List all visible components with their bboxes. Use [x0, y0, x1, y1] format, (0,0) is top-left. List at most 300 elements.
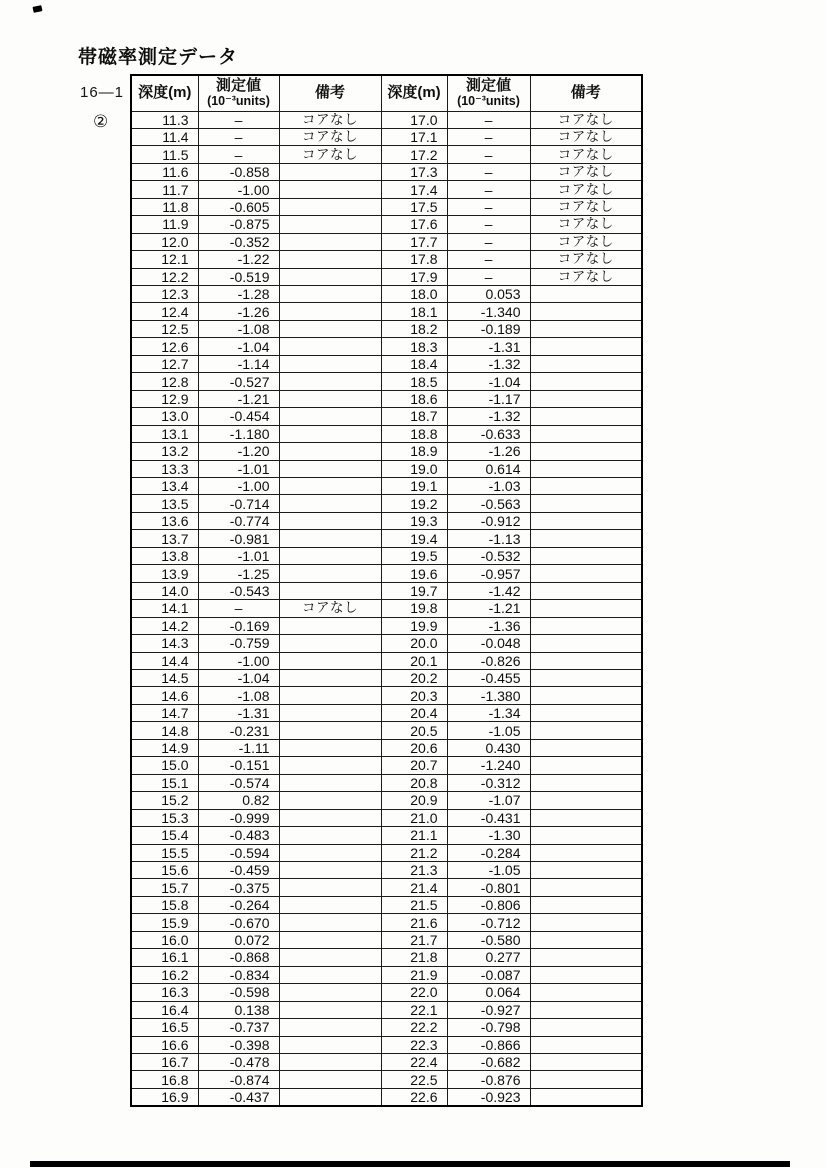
- remark-cell-left: [279, 390, 381, 407]
- table-row: [131, 931, 642, 948]
- value-cell-left: -0.999: [198, 809, 279, 826]
- value-cell-left: -0.981: [198, 530, 279, 547]
- depth-cell-right: 20.6: [381, 739, 447, 756]
- remark-cell-right: [530, 512, 642, 529]
- table-row: [131, 128, 642, 145]
- remark-cell-left: [279, 408, 381, 425]
- value-cell-right: -0.284: [447, 844, 530, 861]
- table-row: [131, 146, 642, 163]
- table-row: [131, 809, 642, 826]
- depth-cell-left: 13.3: [131, 460, 198, 477]
- value-header-units: (10⁻³units): [207, 93, 270, 108]
- depth-cell-right: 20.2: [381, 670, 447, 687]
- depth-cell-left: 15.8: [131, 896, 198, 913]
- depth-header-label: 深度(m): [387, 84, 441, 101]
- table-row: [131, 198, 642, 215]
- remark-cell-left: [279, 443, 381, 460]
- value-cell-right: -1.380: [447, 687, 530, 704]
- table-row: [131, 914, 642, 931]
- value-cell-left: -1.00: [198, 652, 279, 669]
- value-cell-left: -1.26: [198, 303, 279, 320]
- value-cell-right: -1.07: [447, 792, 530, 809]
- value-cell-right: -1.340: [447, 303, 530, 320]
- remark-cell-right: [530, 984, 642, 1001]
- table-row: [131, 635, 642, 652]
- value-cell-left: -0.375: [198, 879, 279, 896]
- value-cell-right: -0.682: [447, 1053, 530, 1070]
- remark-cell-right: コアなし: [530, 251, 642, 268]
- value-cell-left: -1.25: [198, 565, 279, 582]
- remark-cell-right: [530, 443, 642, 460]
- value-cell-right: -0.048: [447, 635, 530, 652]
- remark-cell-right: [530, 739, 642, 756]
- remark-cell-left: [279, 268, 381, 285]
- remark-cell-left: [279, 687, 381, 704]
- remark-cell-right: [530, 355, 642, 372]
- depth-cell-right: 19.8: [381, 600, 447, 617]
- table-row: [131, 408, 642, 425]
- value-header-units: (10⁻³units): [457, 93, 520, 108]
- remark-cell-left: [279, 739, 381, 756]
- depth-cell-right: 21.7: [381, 931, 447, 948]
- value-cell-left: -1.180: [198, 425, 279, 442]
- value-cell-left: -0.459: [198, 861, 279, 878]
- value-cell-right: -0.876: [447, 1071, 530, 1088]
- value-cell-left: -0.398: [198, 1036, 279, 1053]
- depth-cell-right: 18.7: [381, 408, 447, 425]
- remark-cell-left: [279, 373, 381, 390]
- depth-cell-right: 17.0: [381, 111, 447, 128]
- value-header-label: 測定値: [465, 77, 511, 95]
- remark-cell-left: [279, 163, 381, 180]
- value-cell-left: -0.714: [198, 495, 279, 512]
- remark-cell-left: [279, 286, 381, 303]
- table-row: [131, 355, 642, 372]
- depth-cell-left: 13.7: [131, 530, 198, 547]
- value-cell-right: -0.189: [447, 320, 530, 337]
- depth-cell-right: 18.1: [381, 303, 447, 320]
- value-cell-left: -1.08: [198, 687, 279, 704]
- depth-cell-left: 16.6: [131, 1036, 198, 1053]
- value-cell-right: -0.957: [447, 565, 530, 582]
- scan-artifact-bottom-bar: [30, 1161, 790, 1167]
- value-cell-left: -1.31: [198, 704, 279, 721]
- value-cell-right: -1.17: [447, 390, 530, 407]
- remark-cell-left: [279, 251, 381, 268]
- remark-cell-right: [530, 704, 642, 721]
- depth-cell-left: 14.5: [131, 670, 198, 687]
- value-cell-left: -0.478: [198, 1053, 279, 1070]
- value-cell-right: -0.866: [447, 1036, 530, 1053]
- value-cell-right: 0.430: [447, 739, 530, 756]
- remark-cell-right: コアなし: [530, 216, 642, 233]
- table-row: [131, 879, 642, 896]
- depth-cell-right: 17.1: [381, 128, 447, 145]
- value-cell-right: -1.240: [447, 757, 530, 774]
- depth-cell-left: 15.4: [131, 827, 198, 844]
- value-cell-left: –: [198, 128, 279, 145]
- depth-cell-left: 11.5: [131, 146, 198, 163]
- value-cell-right: -0.455: [447, 670, 530, 687]
- depth-cell-left: 13.5: [131, 495, 198, 512]
- depth-cell-right: 18.5: [381, 373, 447, 390]
- remark-cell-right: コアなし: [530, 128, 642, 145]
- depth-cell-right: 21.8: [381, 949, 447, 966]
- depth-cell-right: 17.9: [381, 268, 447, 285]
- remark-cell-right: [530, 617, 642, 634]
- remarks-header-label: 備考: [570, 84, 601, 101]
- remark-cell-right: [530, 687, 642, 704]
- remark-cell-right: [530, 670, 642, 687]
- depth-cell-right: 21.1: [381, 827, 447, 844]
- depth-cell-left: 11.9: [131, 216, 198, 233]
- depth-cell-left: 12.7: [131, 355, 198, 372]
- remark-cell-right: [530, 652, 642, 669]
- remark-cell-left: [279, 460, 381, 477]
- value-cell-left: –: [198, 600, 279, 617]
- value-cell-left: -1.01: [198, 547, 279, 564]
- value-cell-left: -0.874: [198, 1071, 279, 1088]
- depth-cell-left: 16.3: [131, 984, 198, 1001]
- depth-cell-left: 16.4: [131, 1001, 198, 1018]
- depth-cell-right: 19.4: [381, 530, 447, 547]
- remark-cell-right: [530, 303, 642, 320]
- remark-cell-left: [279, 355, 381, 372]
- value-cell-left: -0.858: [198, 163, 279, 180]
- depth-cell-right: 21.2: [381, 844, 447, 861]
- depth-cell-right: 20.8: [381, 774, 447, 791]
- depth-cell-left: 12.9: [131, 390, 198, 407]
- value-cell-right: 0.614: [447, 460, 530, 477]
- remark-cell-left: [279, 879, 381, 896]
- depth-cell-right: 20.9: [381, 792, 447, 809]
- value-cell-right: -0.806: [447, 896, 530, 913]
- value-cell-left: -0.598: [198, 984, 279, 1001]
- remark-cell-left: [279, 1001, 381, 1018]
- depth-cell-left: 14.9: [131, 739, 198, 756]
- depth-cell-left: 12.0: [131, 233, 198, 250]
- value-cell-left: -1.01: [198, 460, 279, 477]
- table-row: [131, 600, 642, 617]
- remark-cell-left: [279, 809, 381, 826]
- remark-cell-right: コアなし: [530, 163, 642, 180]
- table-row: [131, 827, 642, 844]
- depth-cell-right: 21.9: [381, 966, 447, 983]
- depth-cell-right: 20.5: [381, 722, 447, 739]
- remark-cell-left: [279, 582, 381, 599]
- remark-cell-left: [279, 949, 381, 966]
- table-row: [131, 390, 642, 407]
- depth-cell-left: 13.2: [131, 443, 198, 460]
- value-cell-left: -1.14: [198, 355, 279, 372]
- value-cell-left: -0.543: [198, 582, 279, 599]
- remark-cell-left: [279, 617, 381, 634]
- depth-cell-left: 15.2: [131, 792, 198, 809]
- remark-cell-left: [279, 844, 381, 861]
- remark-cell-right: [530, 966, 642, 983]
- table-row: [131, 425, 642, 442]
- value-cell-right: 0.053: [447, 286, 530, 303]
- table-row: [131, 652, 642, 669]
- remark-cell-left: [279, 338, 381, 355]
- depth-cell-left: 13.9: [131, 565, 198, 582]
- value-cell-left: -1.20: [198, 443, 279, 460]
- table-row: [131, 163, 642, 180]
- table-row: [131, 1088, 642, 1106]
- remark-cell-right: [530, 320, 642, 337]
- remark-cell-right: [530, 373, 642, 390]
- remark-cell-right: コアなし: [530, 181, 642, 198]
- value-cell-right: –: [447, 146, 530, 163]
- col-header-remarks-left: [279, 75, 381, 111]
- value-cell-right: -0.532: [447, 547, 530, 564]
- depth-cell-right: 19.0: [381, 460, 447, 477]
- remark-cell-left: [279, 512, 381, 529]
- value-cell-left: -0.670: [198, 914, 279, 931]
- remark-cell-right: [530, 757, 642, 774]
- remark-cell-right: [530, 792, 642, 809]
- table-row: [131, 547, 642, 564]
- value-cell-left: -0.594: [198, 844, 279, 861]
- table-row: [131, 373, 642, 390]
- remark-cell-left: [279, 931, 381, 948]
- value-cell-left: -1.28: [198, 286, 279, 303]
- value-cell-left: -0.875: [198, 216, 279, 233]
- remark-cell-right: [530, 1053, 642, 1070]
- depth-cell-left: 11.4: [131, 128, 198, 145]
- value-cell-right: -0.912: [447, 512, 530, 529]
- value-cell-left: -0.527: [198, 373, 279, 390]
- remark-cell-left: コアなし: [279, 146, 381, 163]
- depth-cell-right: 17.2: [381, 146, 447, 163]
- value-cell-left: -1.11: [198, 739, 279, 756]
- remark-cell-left: [279, 495, 381, 512]
- remark-cell-right: コアなし: [530, 146, 642, 163]
- depth-cell-left: 12.6: [131, 338, 198, 355]
- remark-cell-right: [530, 547, 642, 564]
- remark-cell-right: [530, 1088, 642, 1106]
- value-cell-right: -0.633: [447, 425, 530, 442]
- value-cell-right: -1.31: [447, 338, 530, 355]
- depth-cell-left: 14.8: [131, 722, 198, 739]
- col-header-remarks-right: [530, 75, 642, 111]
- value-cell-right: –: [447, 198, 530, 215]
- remark-cell-right: [530, 914, 642, 931]
- depth-cell-left: 15.5: [131, 844, 198, 861]
- table-row: [131, 251, 642, 268]
- remark-cell-left: [279, 198, 381, 215]
- value-cell-left: –: [198, 146, 279, 163]
- table-row: [131, 268, 642, 285]
- depth-cell-left: 14.6: [131, 687, 198, 704]
- depth-cell-left: 15.0: [131, 757, 198, 774]
- depth-cell-right: 17.6: [381, 216, 447, 233]
- depth-cell-left: 11.3: [131, 111, 198, 128]
- col-header-value-right: [447, 75, 530, 111]
- remark-cell-left: [279, 896, 381, 913]
- remark-cell-left: [279, 216, 381, 233]
- value-cell-left: -0.737: [198, 1019, 279, 1036]
- value-cell-left: 0.072: [198, 931, 279, 948]
- depth-cell-right: 20.0: [381, 635, 447, 652]
- remark-cell-right: [530, 722, 642, 739]
- depth-cell-right: 22.6: [381, 1088, 447, 1106]
- depth-cell-right: 18.0: [381, 286, 447, 303]
- remarks-header-label: 備考: [314, 84, 345, 101]
- remark-cell-right: [530, 390, 642, 407]
- remark-cell-right: [530, 809, 642, 826]
- value-cell-right: -0.087: [447, 966, 530, 983]
- depth-cell-left: 12.1: [131, 251, 198, 268]
- table-row: [131, 478, 642, 495]
- table-row: [131, 512, 642, 529]
- remark-cell-left: [279, 757, 381, 774]
- remark-cell-right: [530, 879, 642, 896]
- depth-cell-right: 19.2: [381, 495, 447, 512]
- remark-cell-left: [279, 1071, 381, 1088]
- value-cell-right: -0.927: [447, 1001, 530, 1018]
- remark-cell-right: [530, 774, 642, 791]
- remark-cell-left: [279, 1088, 381, 1106]
- table-row: [131, 582, 642, 599]
- table-row: [131, 670, 642, 687]
- depth-cell-left: 11.7: [131, 181, 198, 198]
- remark-cell-right: [530, 565, 642, 582]
- table-row: [131, 1071, 642, 1088]
- table-row: [131, 320, 642, 337]
- depth-cell-right: 18.2: [381, 320, 447, 337]
- value-cell-right: -1.36: [447, 617, 530, 634]
- col-header-value-left: [198, 75, 279, 111]
- table-row: [131, 530, 642, 547]
- value-cell-right: –: [447, 128, 530, 145]
- table-row: [131, 687, 642, 704]
- depth-cell-right: 18.9: [381, 443, 447, 460]
- remark-cell-left: [279, 914, 381, 931]
- remark-cell-left: [279, 1053, 381, 1070]
- remark-cell-right: [530, 827, 642, 844]
- remark-cell-left: [279, 425, 381, 442]
- depth-cell-right: 21.0: [381, 809, 447, 826]
- depth-cell-left: 14.1: [131, 600, 198, 617]
- depth-cell-left: 16.9: [131, 1088, 198, 1106]
- depth-cell-left: 13.6: [131, 512, 198, 529]
- depth-cell-right: 20.4: [381, 704, 447, 721]
- remark-cell-right: コアなし: [530, 233, 642, 250]
- value-cell-right: -1.34: [447, 704, 530, 721]
- value-cell-right: –: [447, 216, 530, 233]
- remark-cell-right: コアなし: [530, 111, 642, 128]
- remark-cell-left: コアなし: [279, 128, 381, 145]
- remark-cell-left: [279, 984, 381, 1001]
- depth-cell-right: 19.7: [381, 582, 447, 599]
- value-cell-right: -1.32: [447, 355, 530, 372]
- depth-cell-right: 17.8: [381, 251, 447, 268]
- value-cell-left: -0.264: [198, 896, 279, 913]
- remark-cell-left: [279, 1036, 381, 1053]
- value-cell-left: -0.868: [198, 949, 279, 966]
- value-cell-left: -0.454: [198, 408, 279, 425]
- value-cell-right: -0.826: [447, 652, 530, 669]
- remark-cell-left: [279, 320, 381, 337]
- table-row: [131, 984, 642, 1001]
- value-cell-right: 0.064: [447, 984, 530, 1001]
- value-cell-left: -0.352: [198, 233, 279, 250]
- value-cell-right: -1.42: [447, 582, 530, 599]
- table-row: [131, 565, 642, 582]
- value-cell-left: 0.82: [198, 792, 279, 809]
- page-title: 帯磁率測定データ: [78, 47, 239, 68]
- depth-cell-right: 20.3: [381, 687, 447, 704]
- value-cell-right: -0.431: [447, 809, 530, 826]
- remark-cell-right: [530, 582, 642, 599]
- table-row: [131, 233, 642, 250]
- remark-cell-left: [279, 774, 381, 791]
- table-row: [131, 949, 642, 966]
- depth-cell-left: 15.3: [131, 809, 198, 826]
- remark-cell-left: [279, 1019, 381, 1036]
- table-row: [131, 1036, 642, 1053]
- sheet-number-label: ②: [93, 112, 109, 131]
- value-cell-left: -1.00: [198, 478, 279, 495]
- depth-cell-right: 19.9: [381, 617, 447, 634]
- value-cell-right: –: [447, 163, 530, 180]
- value-cell-right: -0.712: [447, 914, 530, 931]
- remark-cell-left: [279, 704, 381, 721]
- remark-cell-left: [279, 792, 381, 809]
- value-cell-right: –: [447, 181, 530, 198]
- depth-cell-left: 12.5: [131, 320, 198, 337]
- value-cell-right: -1.03: [447, 478, 530, 495]
- depth-cell-right: 18.6: [381, 390, 447, 407]
- remark-cell-left: [279, 233, 381, 250]
- remark-cell-left: [279, 635, 381, 652]
- depth-cell-right: 18.3: [381, 338, 447, 355]
- remark-cell-right: [530, 949, 642, 966]
- remark-cell-left: [279, 565, 381, 582]
- depth-cell-right: 22.1: [381, 1001, 447, 1018]
- value-cell-left: –: [198, 111, 279, 128]
- depth-cell-left: 13.8: [131, 547, 198, 564]
- table-row: [131, 792, 642, 809]
- table-row: [131, 617, 642, 634]
- table-row: [131, 1019, 642, 1036]
- remark-cell-right: コアなし: [530, 198, 642, 215]
- depth-cell-left: 13.1: [131, 425, 198, 442]
- depth-cell-left: 14.0: [131, 582, 198, 599]
- remark-cell-right: [530, 1036, 642, 1053]
- value-cell-right: -0.801: [447, 879, 530, 896]
- depth-cell-right: 19.6: [381, 565, 447, 582]
- value-cell-left: -1.04: [198, 670, 279, 687]
- depth-cell-left: 14.2: [131, 617, 198, 634]
- depth-cell-left: 16.7: [131, 1053, 198, 1070]
- remark-cell-left: [279, 181, 381, 198]
- remark-cell-right: [530, 635, 642, 652]
- depth-cell-left: 14.4: [131, 652, 198, 669]
- value-cell-left: -1.22: [198, 251, 279, 268]
- depth-cell-right: 21.6: [381, 914, 447, 931]
- remark-cell-left: [279, 478, 381, 495]
- value-cell-right: -0.580: [447, 931, 530, 948]
- remark-cell-right: [530, 530, 642, 547]
- depth-cell-left: 13.0: [131, 408, 198, 425]
- remark-cell-right: [530, 931, 642, 948]
- value-cell-left: -1.04: [198, 338, 279, 355]
- value-cell-right: –: [447, 251, 530, 268]
- value-cell-left: -0.759: [198, 635, 279, 652]
- value-cell-left: -1.08: [198, 320, 279, 337]
